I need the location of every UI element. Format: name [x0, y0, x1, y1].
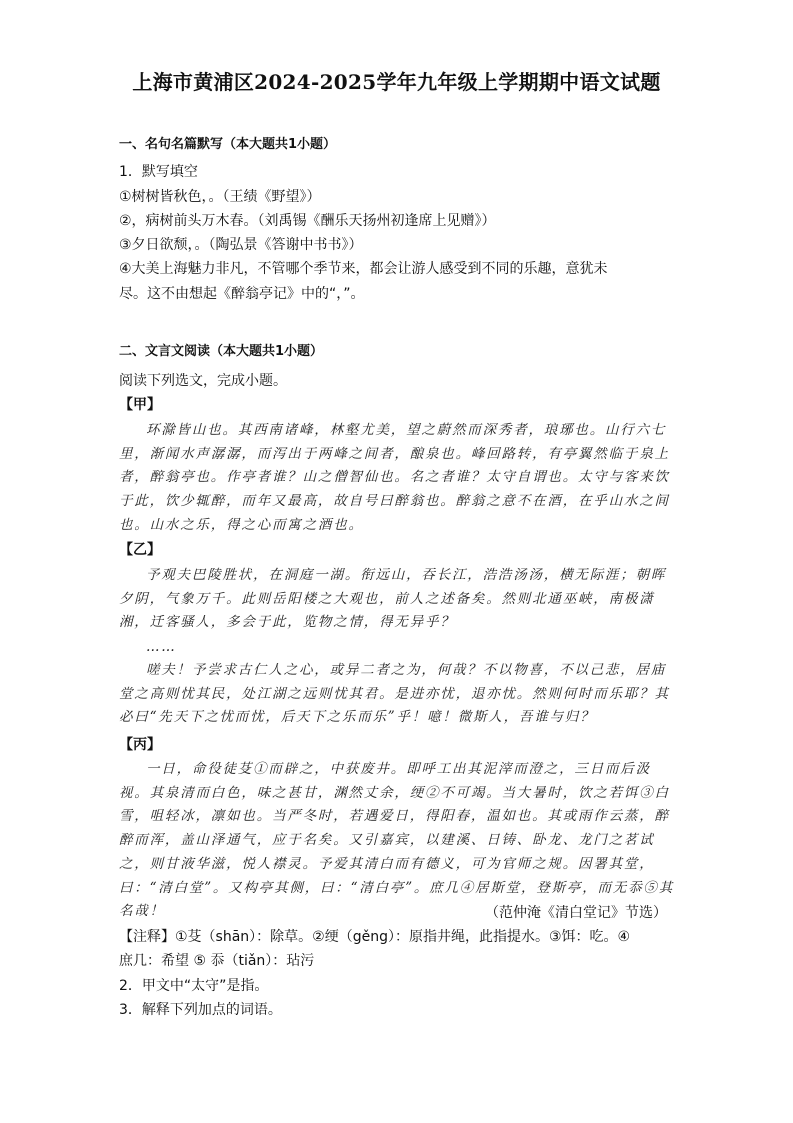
page-title: 上海市黄浦区2024-2025学年九年级上学期期中语文试题 — [132, 70, 661, 94]
passage-yi-part1 — [119, 564, 679, 635]
fill-line-3: ③夕日欲颓，。（陶弘景《答谢中书书》） — [119, 237, 363, 253]
passage-yi-ellipsis-wrap — [119, 636, 679, 660]
passage-yi-text-1: 予观夫巴陵胜状，在洞庭一湖。衔远山，吞长江，浩浩汤汤，横无际涯；朝晖夕阴，气象万千。此则岳阳楼之大观也，前人之述备矣。然则北通巫峡，南极潇湘，迁客骚人，多会于此，览物之情，得无异乎？ — [119, 567, 667, 631]
fill-line-1: ①树树皆秋色，。（王绩《野望》） — [119, 189, 321, 205]
passage-yi-text-2: 嗟夫！予尝求古仁人之心，或异二者之为，何哉？不以物喜，不以己悲，居庙堂之高则忧其民，处江湖之远则忧其君。是进亦忧，退亦忧。然则何时而乐耶？其必曰“先天下之忧而忧，后天下之乐而乐”乎！噫！微斯人，吾谁与归？ — [119, 662, 670, 726]
passage-yi-label: 【乙】 — [119, 542, 161, 558]
section-2-heading: 二、文言文阅读（本大题共1小题） — [119, 344, 324, 359]
passage-yi-ellipsis: …… — [146, 639, 177, 655]
passage-jia — [119, 419, 679, 538]
fill-line-2: ②，病树前头万木春。（刘禹锡《酬乐天扬州初逢席上见赠》） — [119, 213, 496, 229]
passage-bing — [119, 758, 679, 924]
reading-intro: 阅读下列选文，完成小题。 — [119, 373, 287, 389]
passage-jia-text: 环滁皆山也。其西南诸峰，林壑尤美，望之蔚然而深秀者，琅琊也。山行六七里，渐闻水声潺潺，而泻出于两峰之间者，酿泉也。峰回路转，有亭翼然临于泉上者，醉翁亭也。作亭者谁？山之僧智仙也。名之者谁？太守自谓也。太守与客来饮于此，饮少辄醉，而年又最高，故自号曰醉翁也。醉翁之意不在酒，在乎山水之间也。山水之乐，得之心而寓之酒也。 — [119, 422, 670, 533]
passage-bing-text: 一日，命役徒芟①而辟之，中获废井。即呼工出其泥滓而澄之，三日而后汲视。其泉清而白色，味之甚甘，渊然丈余，绠②不可竭。当大暑时，饮之若饵③白雪，咀轻冰，凛如也。当严冬时，若遇爱日，得阳春，温如也。其或雨作云蒸，醉醉而浑，盖山泽通气，应于名矣。又引嘉宾，以建溪、日铸、卧龙、龙门之茗试之，则甘液华滋，悦人襟灵。予爱其清白而有德义，可为官师之规。因署其堂，曰：“清白堂”。又构亭其侧，曰：“清白亭”。庶几④居斯堂，登斯亭，而无忝⑤其名哉！ — [119, 761, 675, 920]
question-3: 3．解释下列加点的词语。 — [119, 1002, 282, 1018]
fill-line-4: ④大美上海魅力非凡，不管哪个季节来，都会让游人感受到不同的乐趣，意犹未 — [119, 261, 608, 277]
passage-jia-label: 【甲】 — [119, 397, 161, 413]
question-1-title: 1．默写填空 — [119, 164, 198, 180]
passage-bing-label: 【丙】 — [119, 737, 161, 753]
passage-bing-source: （范仲淹《清白堂记》节选） — [485, 905, 667, 921]
question-2: 2．甲文中“太守”是指。 — [119, 978, 269, 994]
annotation-line-1: 【注释】①芟（shān）：除草。②绠（gěng）：原指井绳，此指提水。③饵：吃。④ — [119, 929, 631, 945]
passage-yi-part2 — [119, 659, 679, 730]
fill-line-4-cont: 尽。这不由想起《醉翁亭记》中的“，”。 — [119, 286, 365, 302]
section-1-heading: 一、名句名篇默写（本大题共1小题） — [119, 137, 337, 152]
annotation-line-2: 庶几：希望 ⑤ 忝（tiǎn）：玷污 — [119, 953, 315, 969]
